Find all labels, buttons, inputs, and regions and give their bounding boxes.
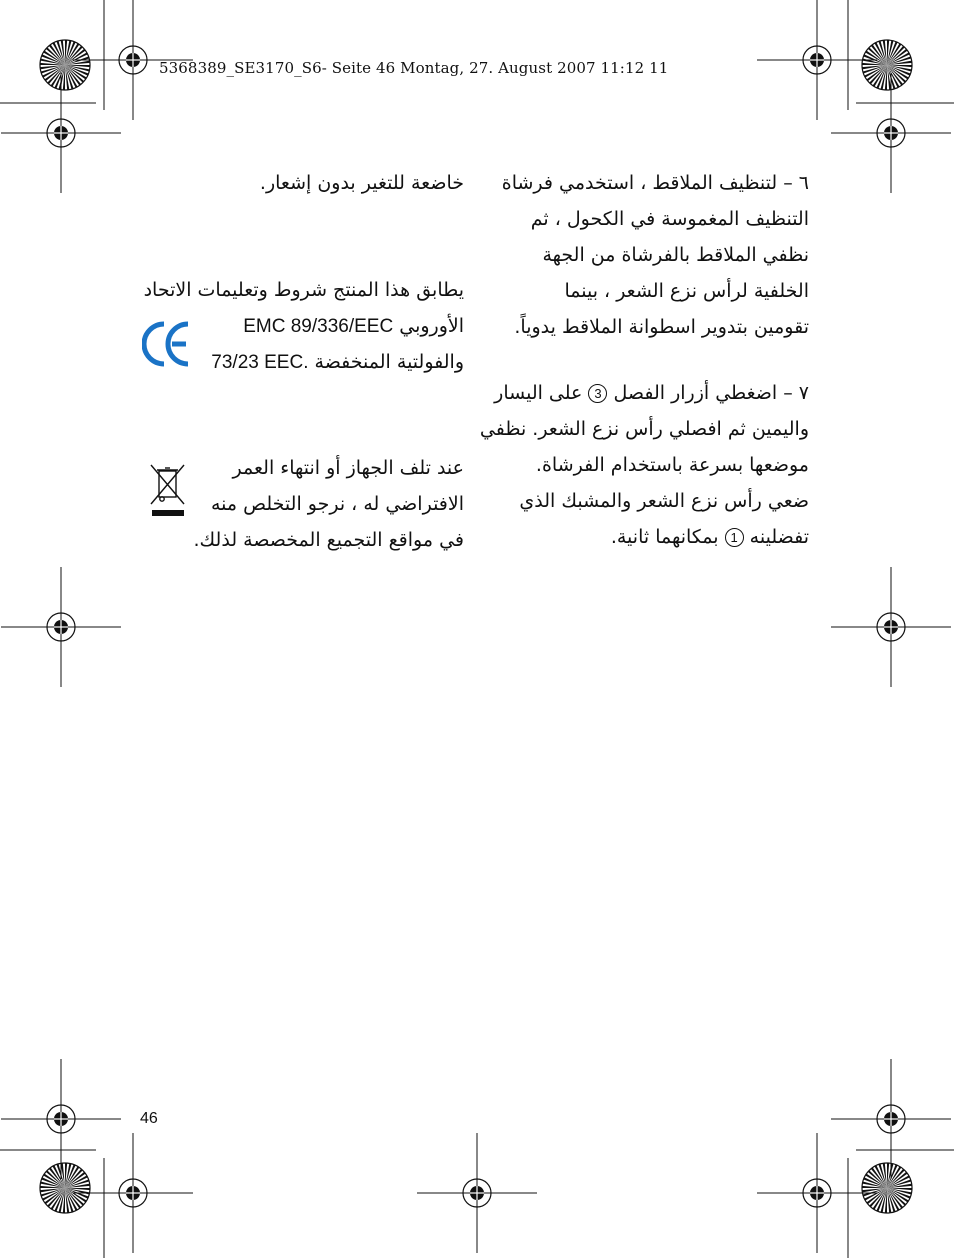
step-7-line-5: تفضلينه 1 بمكانهما ثانية. — [610, 526, 809, 548]
disposal-line-3: في مواقع التجميع المخصصة لذلك. — [193, 529, 464, 551]
compliance-line-1: يطابق هذا المنتج شروط وتعليمات الاتحاد — [143, 279, 464, 301]
registration-target-icon — [73, 1133, 193, 1253]
registration-target-icon — [831, 1059, 951, 1179]
ce-mark-icon — [142, 318, 192, 370]
print-slug-header: 5368389_SE3170_S6- Seite 46 Montag, 27. August 2007 11:12 11 — [159, 59, 669, 77]
step-7-line-1: ٧ – اضغطي أزرار الفصل 3 على اليسار — [494, 382, 809, 404]
registration-target-icon — [831, 73, 951, 193]
part-number-1-badge: 1 — [725, 528, 744, 547]
registration-target-icon — [757, 1133, 877, 1253]
step-6-line-5: تقومين بتدوير اسطوانة الملاقط يدوياً. — [514, 316, 809, 338]
step-6-line-1: ٦ – لتنظيف الملاقط ، استخدمي فرشاة — [501, 172, 809, 194]
starburst-registration-icon — [862, 40, 912, 90]
step-6-line-2: التنظيف المغموسة في الكحول ، ثم — [530, 208, 809, 230]
disposal-line-2: الافتراضي له ، نرجو التخلص منه — [210, 493, 464, 515]
step-7-line-2: واليمين ثم افصلي رأس نزع الشعر. نظفي — [479, 418, 809, 440]
registration-target-icon — [1, 1059, 121, 1179]
crossed-out-wheelie-bin-icon — [148, 462, 188, 520]
starburst-registration-icon — [40, 1163, 90, 1213]
compliance-line-2: الأوروبي EMC 89/336/EEC — [243, 315, 464, 337]
starburst-registration-icon — [40, 40, 90, 90]
part-number-3-badge: 3 — [588, 384, 607, 403]
registration-target-icon — [1, 567, 121, 687]
step-6-line-3: نظفي الملاقط بالفرشاة من الجهة — [542, 244, 809, 266]
starburst-registration-icon — [862, 1163, 912, 1213]
step-7-line-4: ضعي رأس نزع الشعر والمشبك الذي — [519, 490, 809, 512]
disposal-line-1: عند تلف الجهاز أو انتهاء العمر — [232, 457, 464, 479]
step-6-line-4: الخلفية لرأس نزع الشعر ، بينما — [564, 280, 809, 302]
registration-target-icon — [1, 73, 121, 193]
registration-target-icon — [757, 0, 877, 120]
registration-target-icon — [417, 1133, 537, 1253]
registration-target-icon — [831, 567, 951, 687]
compliance-line-3: والفولتية المنخفضة 73/23 EEC. — [211, 351, 464, 373]
change-notice: خاضعة للتغير بدون إشعار. — [259, 172, 464, 194]
cleaning-instructions — [480, 165, 809, 555]
step-7-line-3: موضعها بسرعة باستخدام الفرشاة. — [535, 454, 809, 476]
disposal-notice — [194, 450, 465, 558]
page-number: 46 — [140, 1110, 158, 1127]
